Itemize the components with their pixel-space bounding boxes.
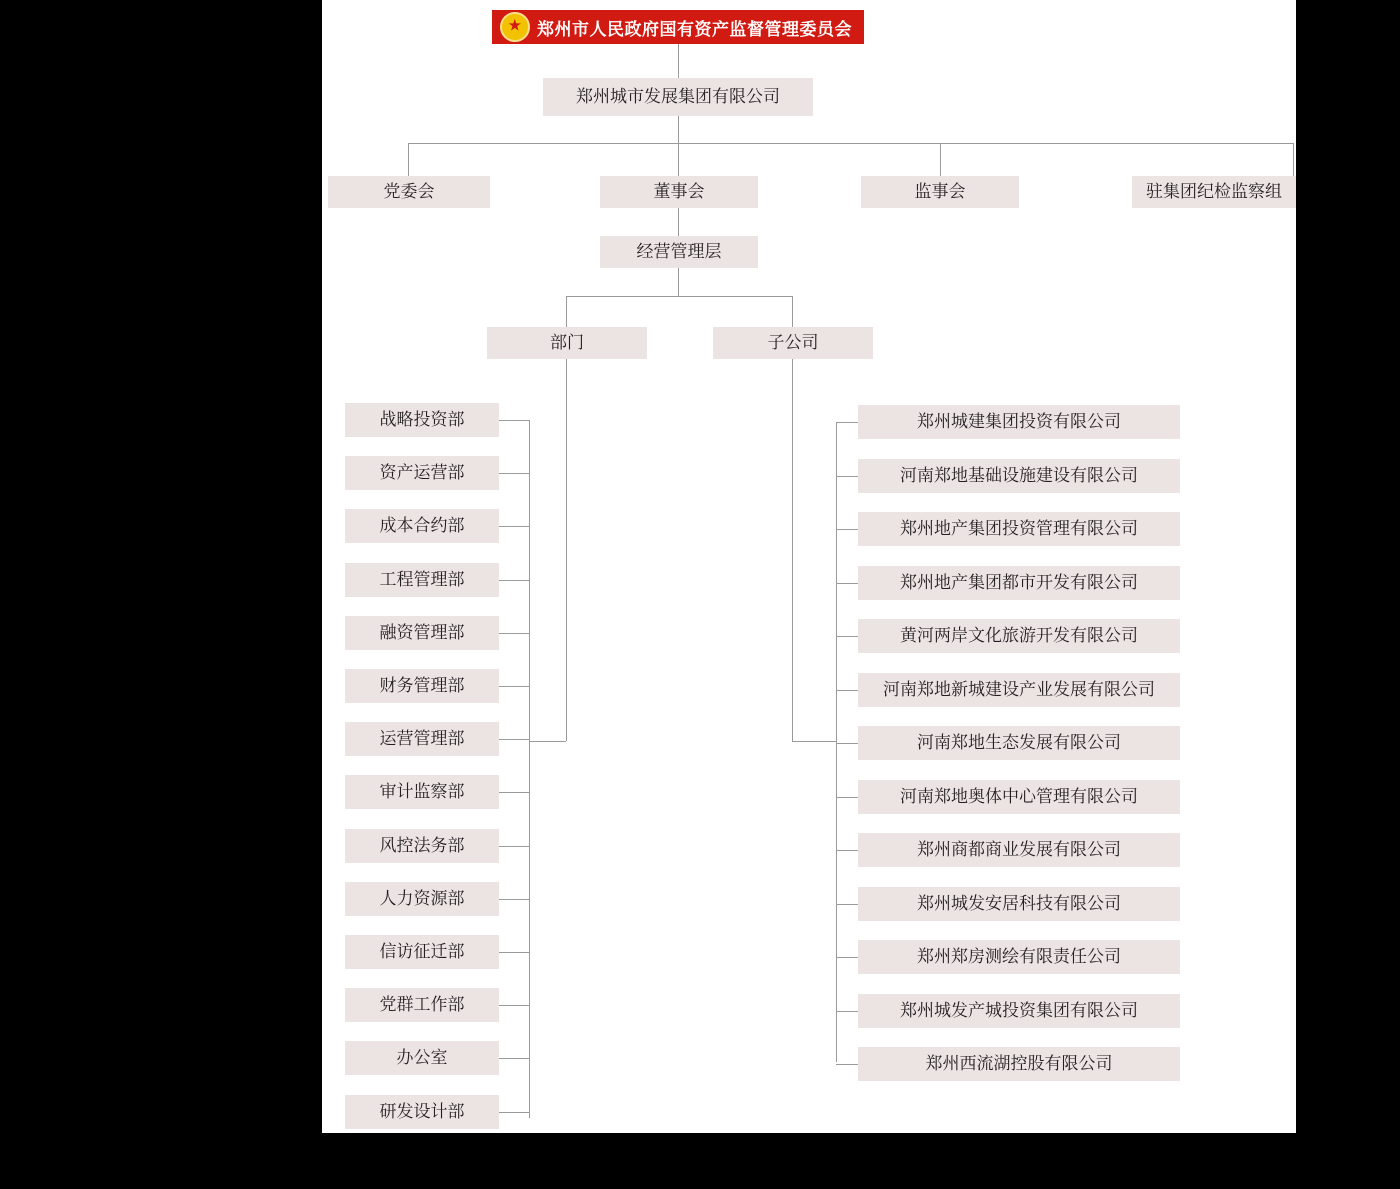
subsidiary-node[interactable]: 郑州城建集团投资有限公司 — [858, 405, 1180, 439]
connector-subsidiary-stub — [836, 797, 858, 798]
connector-drop-board — [678, 143, 679, 176]
subsidiary-node[interactable]: 郑州城发安居科技有限公司 — [858, 887, 1180, 921]
connector-governance-bus — [408, 143, 1293, 144]
connector-subsidiaries-join — [792, 741, 836, 742]
connector-subsidiary-stub — [836, 636, 858, 637]
connector-department-stub — [499, 420, 529, 421]
connector-subsidiary-stub — [836, 583, 858, 584]
company-node[interactable]: 郑州城市发展集团有限公司 — [543, 78, 813, 116]
department-node[interactable]: 风控法务部 — [345, 829, 499, 863]
governance-node-discipline-inspection[interactable]: 驻集团纪检监察组 — [1132, 176, 1296, 208]
connector-department-stub — [499, 1005, 529, 1006]
subsidiary-node[interactable]: 郑州郑房测绘有限责任公司 — [858, 940, 1180, 974]
subsidiary-node[interactable]: 黄河两岸文化旅游开发有限公司 — [858, 619, 1180, 653]
connector-company-bus — [678, 116, 679, 143]
subsidiary-node[interactable]: 郑州城发产城投资集团有限公司 — [858, 994, 1180, 1028]
subsidiary-node[interactable]: 河南郑地奥体中心管理有限公司 — [858, 780, 1180, 814]
national-emblem-icon — [500, 12, 530, 42]
connector-subsidiaries-spine-upper — [792, 359, 793, 741]
branch-node-departments[interactable]: 部门 — [487, 327, 647, 359]
connector-department-stub — [499, 633, 529, 634]
connector-subsidiary-stub — [836, 904, 858, 905]
department-node[interactable]: 资产运营部 — [345, 456, 499, 490]
connector-department-stub — [499, 846, 529, 847]
connector-drop-party — [408, 143, 409, 176]
connector-department-stub — [499, 580, 529, 581]
connector-subsidiary-stub — [836, 850, 858, 851]
management-node[interactable]: 经营管理层 — [600, 236, 758, 268]
governance-node-board-of-supervisors[interactable]: 监事会 — [861, 176, 1019, 208]
department-node[interactable]: 办公室 — [345, 1041, 499, 1075]
department-node[interactable]: 战略投资部 — [345, 403, 499, 437]
connector-subsidiary-stub — [836, 422, 858, 423]
governance-node-party-committee[interactable]: 党委会 — [328, 176, 490, 208]
connector-department-stub — [499, 952, 529, 953]
connector-department-stub — [499, 526, 529, 527]
root-authority-label: 郑州市人民政府国有资产监督管理委员会 — [537, 19, 852, 39]
subsidiary-node[interactable]: 郑州地产集团都市开发有限公司 — [858, 566, 1180, 600]
connector-department-stub — [499, 739, 529, 740]
governance-node-board-of-directors[interactable]: 董事会 — [600, 176, 758, 208]
connector-department-stub — [499, 792, 529, 793]
subsidiary-node[interactable]: 河南郑地新城建设产业发展有限公司 — [858, 673, 1180, 707]
connector-subsidiary-stub — [836, 690, 858, 691]
department-node[interactable]: 人力资源部 — [345, 882, 499, 916]
subsidiary-node[interactable]: 郑州西流湖控股有限公司 — [858, 1047, 1180, 1081]
department-node[interactable]: 财务管理部 — [345, 669, 499, 703]
branch-node-subsidiaries[interactable]: 子公司 — [713, 327, 873, 359]
department-node[interactable]: 党群工作部 — [345, 988, 499, 1022]
connector-departments-spine-upper — [566, 359, 567, 741]
department-node[interactable]: 审计监察部 — [345, 775, 499, 809]
connector-branch-bus — [566, 296, 792, 297]
department-node[interactable]: 运营管理部 — [345, 722, 499, 756]
connector-department-stub — [499, 899, 529, 900]
connector-department-stub — [499, 473, 529, 474]
connector-board-management — [678, 208, 679, 236]
connector-department-stub — [499, 686, 529, 687]
connector-department-stub — [499, 1112, 529, 1113]
connector-department-stub — [499, 1058, 529, 1059]
department-node[interactable]: 融资管理部 — [345, 616, 499, 650]
subsidiary-node[interactable]: 郑州地产集团投资管理有限公司 — [858, 512, 1180, 546]
connector-subsidiary-stub — [836, 476, 858, 477]
subsidiary-node[interactable]: 郑州商都商业发展有限公司 — [858, 833, 1180, 867]
connector-drop-supervisor — [940, 143, 941, 176]
connector-subsidiary-stub — [836, 957, 858, 958]
subsidiary-node[interactable]: 河南郑地生态发展有限公司 — [858, 726, 1180, 760]
connector-subsidiary-stub — [836, 743, 858, 744]
subsidiary-node[interactable]: 河南郑地基础设施建设有限公司 — [858, 459, 1180, 493]
connector-subsidiaries-spine — [836, 422, 837, 1062]
connector-subsidiary-stub — [836, 1011, 858, 1012]
connector-departments-spine — [529, 420, 530, 1118]
department-node[interactable]: 信访征迁部 — [345, 935, 499, 969]
connector-subsidiary-stub — [836, 1064, 858, 1065]
root-authority-node[interactable] — [492, 10, 864, 44]
connector-drop-discipline — [1293, 143, 1294, 176]
connector-departments-join — [529, 741, 566, 742]
connector-drop-subsidiaries — [792, 296, 793, 327]
connector-root-company — [678, 44, 679, 78]
department-node[interactable]: 工程管理部 — [345, 563, 499, 597]
connector-management-bus — [678, 268, 679, 296]
department-node[interactable]: 研发设计部 — [345, 1095, 499, 1129]
connector-subsidiary-stub — [836, 529, 858, 530]
department-node[interactable]: 成本合约部 — [345, 509, 499, 543]
connector-drop-departments — [566, 296, 567, 327]
